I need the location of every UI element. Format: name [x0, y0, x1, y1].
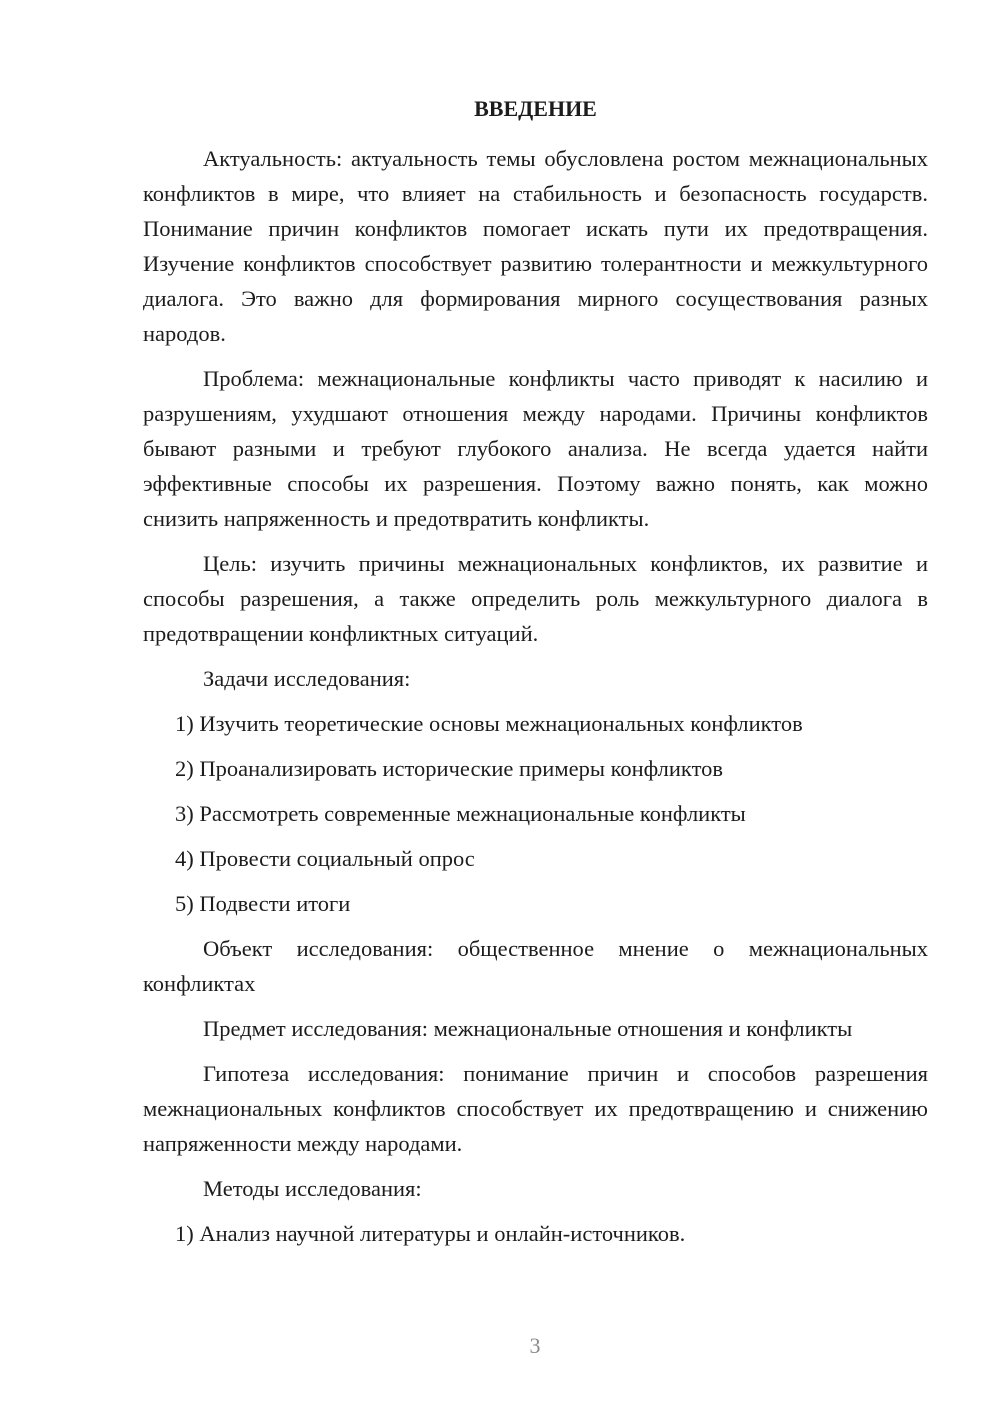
list-item: 1) Изучить теоретические основы межнациональных конфликтов — [175, 711, 803, 736]
methods-list — [143, 1216, 928, 1251]
subject-paragraph: Предмет исследования: межнациональные отношения и конфликты — [203, 1016, 853, 1041]
methods-heading: Методы исследования: — [203, 1176, 422, 1201]
relevance-paragraph: Актуальность: актуальность темы обусловлена ростом межнациональных конфликтов в мире, что влияет на стабильность и безопасность государств. Понимание причин конфликтов помогает искать пути их предотвращения. Изучение конфликтов способствует развитию толерантности и межкультурного диалога. Это важно для формирования мирного сосуществования разных народов. — [143, 146, 928, 346]
list-item: 2) Проанализировать исторические примеры конфликтов — [175, 756, 723, 781]
page-title: ВВЕДЕНИЕ — [474, 96, 597, 121]
goal-paragraph: Цель: изучить причины межнациональных конфликтов, их развитие и способы разрешения, а также определить роль межкультурного диалога в предотвращении конфликтных ситуаций. — [143, 551, 928, 646]
page-content — [143, 91, 928, 1261]
list-item: 3) Рассмотреть современные межнациональные конфликты — [175, 801, 746, 826]
list-item: 4) Провести социальный опрос — [175, 846, 475, 871]
object-paragraph: Объект исследования: общественное мнение о межнациональных конфликтах — [143, 936, 928, 996]
list-item: 1) Анализ научной литературы и онлайн-источников. — [175, 1221, 686, 1246]
page-number: 3 — [529, 1333, 541, 1358]
tasks-heading: Задачи исследования: — [203, 666, 411, 691]
tasks-list — [143, 706, 928, 921]
problem-paragraph: Проблема: межнациональные конфликты часто приводят к насилию и разрушениям, ухудшают отношения между народами. Причины конфликтов бывают разными и требуют глубокого анализа. Не всегда удается найти эффективные способы их разрешения. Поэтому важно понять, как можно снизить напряженность и предотвратить конфликты. — [143, 366, 928, 531]
hypothesis-paragraph: Гипотеза исследования: понимание причин и способов разрешения межнациональных конфликтов способствует их предотвращению и снижению напряженности между народами. — [143, 1061, 928, 1156]
list-item: 5) Подвести итоги — [175, 891, 351, 916]
